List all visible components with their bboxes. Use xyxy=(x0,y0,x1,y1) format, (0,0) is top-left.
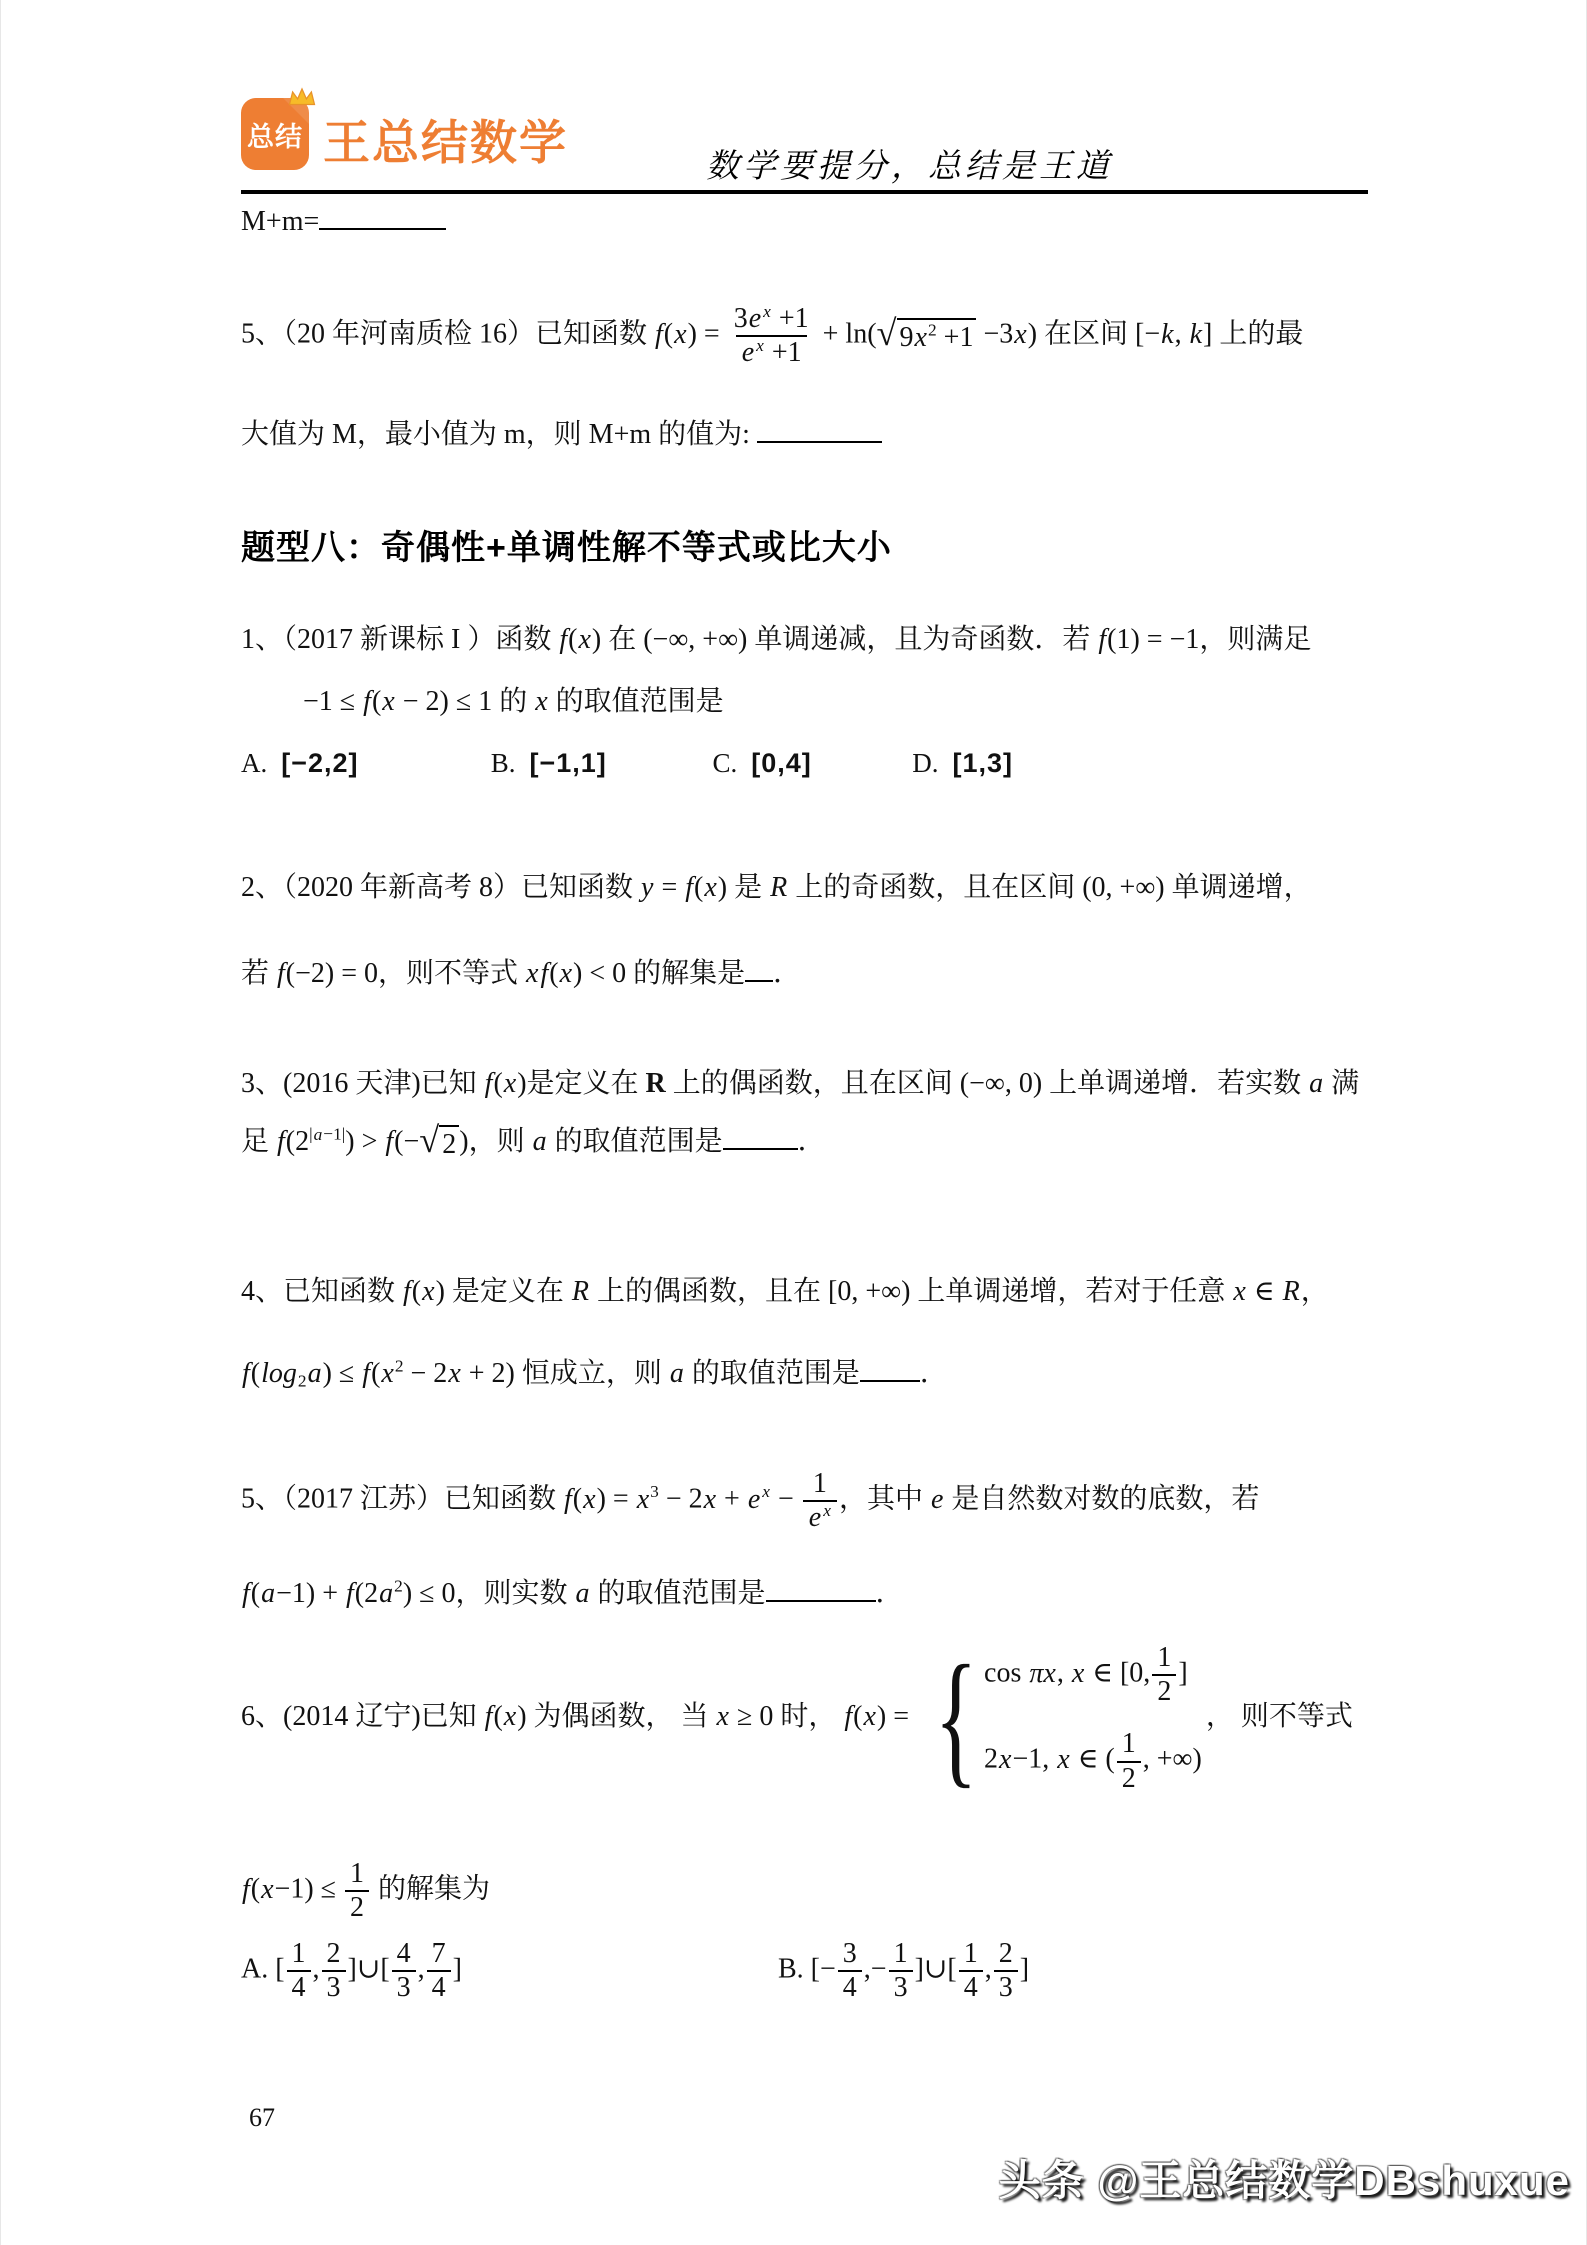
mm-answer-line xyxy=(241,200,446,240)
mm-label: M+m= xyxy=(241,206,320,237)
problem-1-options xyxy=(241,748,1013,779)
logo-badge xyxy=(241,98,309,170)
problem-5henan-line-1: 5、（20 年河南质检 16）已知函数 f(x) = $\frac{3e ^x +1}{e ^x +1}$ + ln( √ $9x^2 +1$ −3x) 在区间 [−k, k] 上的最 xyxy=(241,301,1304,369)
option-d: D. [1,3] xyxy=(912,748,1014,778)
problem-1-line-1: 1、（2017 新课标 I ）函数 f(x) 在 (−∞, +∞) 单调递减，且为奇函数．若 f(1) = −1，则满足 xyxy=(241,624,1312,655)
problem-1-line-2: −1 ≤ f(x − 2) ≤ 1 的 x 的取值范围是 xyxy=(303,686,724,717)
section-title: 题型八：奇偶性+单调性解不等式或比大小 xyxy=(241,529,892,567)
problem-2-line-1: 2、（2020 年新高考 8）已知函数 y = f(x) 是 R 上的奇函数，且在区间 (0, +∞) 单调递增， xyxy=(241,872,1312,903)
problem-5jiangsu-line-1: 5、（2017 江苏）已知函数 $f(x) = x^3 - 2x + e$ $^x$ − $\frac{1}{e ^x}$ ，其中 e 是自然数对数的底数，若 xyxy=(241,1468,1260,1534)
option-a: A. [−2,2] xyxy=(241,748,359,778)
problem-6-line-1: 6、(2014 辽宁)已知 f(x) 为偶函数， 当 x ≥ 0 时， f(x) = { cos πx, x ∈ [0, $\frac{1}{2}$ ] 2x−1, x ∈ ( $\frac{1}{2}$ , +∞) ， 则不等式 xyxy=(241,1634,1353,1801)
mm-answer-blank xyxy=(319,200,446,230)
problem-3-line-2: 足 $f(2^{|a-1|}) > f(-$ √ 2 )，则 a 的取值范围是 ． xyxy=(241,1120,826,1163)
header-slogan: 数学要提分，总结是王道 xyxy=(706,149,1113,185)
problem-6-option-b: B. [− $\frac{3}{4}$ ,− $\frac{1}{3}$ ]∪[ $\frac{1}{4}$ , $\frac{2}{3}$ ] xyxy=(778,1938,1030,2004)
crown-icon xyxy=(287,84,317,115)
page-number: 67 xyxy=(249,2103,275,2132)
problem-5henan-line-2: 大值为 M，最小值为 m，则 M+m 的值为: xyxy=(241,413,882,453)
logo-badge-text: 总结 xyxy=(247,121,303,152)
problem-5jiangsu-line-2: $f(a-1) + f(2a^2) \le 0$，则实数 a 的取值范围是 ． xyxy=(241,1572,904,1612)
problem-6-option-a: A. [ $\frac{1}{4}$ , $\frac{2}{3}$ ]∪[ $\frac{4}{3}$ , $\frac{7}{4}$ ] xyxy=(241,1938,462,2004)
header-rule xyxy=(241,190,1368,194)
option-b: B. [−1,1] xyxy=(490,748,607,778)
option-c: C. [0,4] xyxy=(712,748,812,778)
watermark: 头条 @王总结数学DBshuxue xyxy=(998,2157,1570,2204)
problem-2-line-2: 若 f(−2) = 0，则不等式 xf(x) < 0 的解集是 ． xyxy=(241,952,801,992)
logo-title: 王总结数学 xyxy=(323,116,568,169)
problem-4-line-2: $f(\log 2a) \le f(x^2 - 2x + 2)$ 恒成立，则 a 的取值范围是 ． xyxy=(241,1352,948,1392)
problem-4-line-1: 4、已知函数 f(x) 是定义在 R 上的偶函数，且在 [0, +∞) 上单调递增，若对于任意 x ∈ R， xyxy=(241,1276,1329,1307)
problem-3-line-1: 3、(2016 天津)已知 f(x)是定义在 R 上的偶函数，且在区间 (−∞, 0) 上单调递增．若实数 a 满 xyxy=(241,1068,1360,1099)
problem-6-line-2: f(x−1) ≤ $\frac{1}{2}$ 的解集为 xyxy=(242,1858,491,1924)
